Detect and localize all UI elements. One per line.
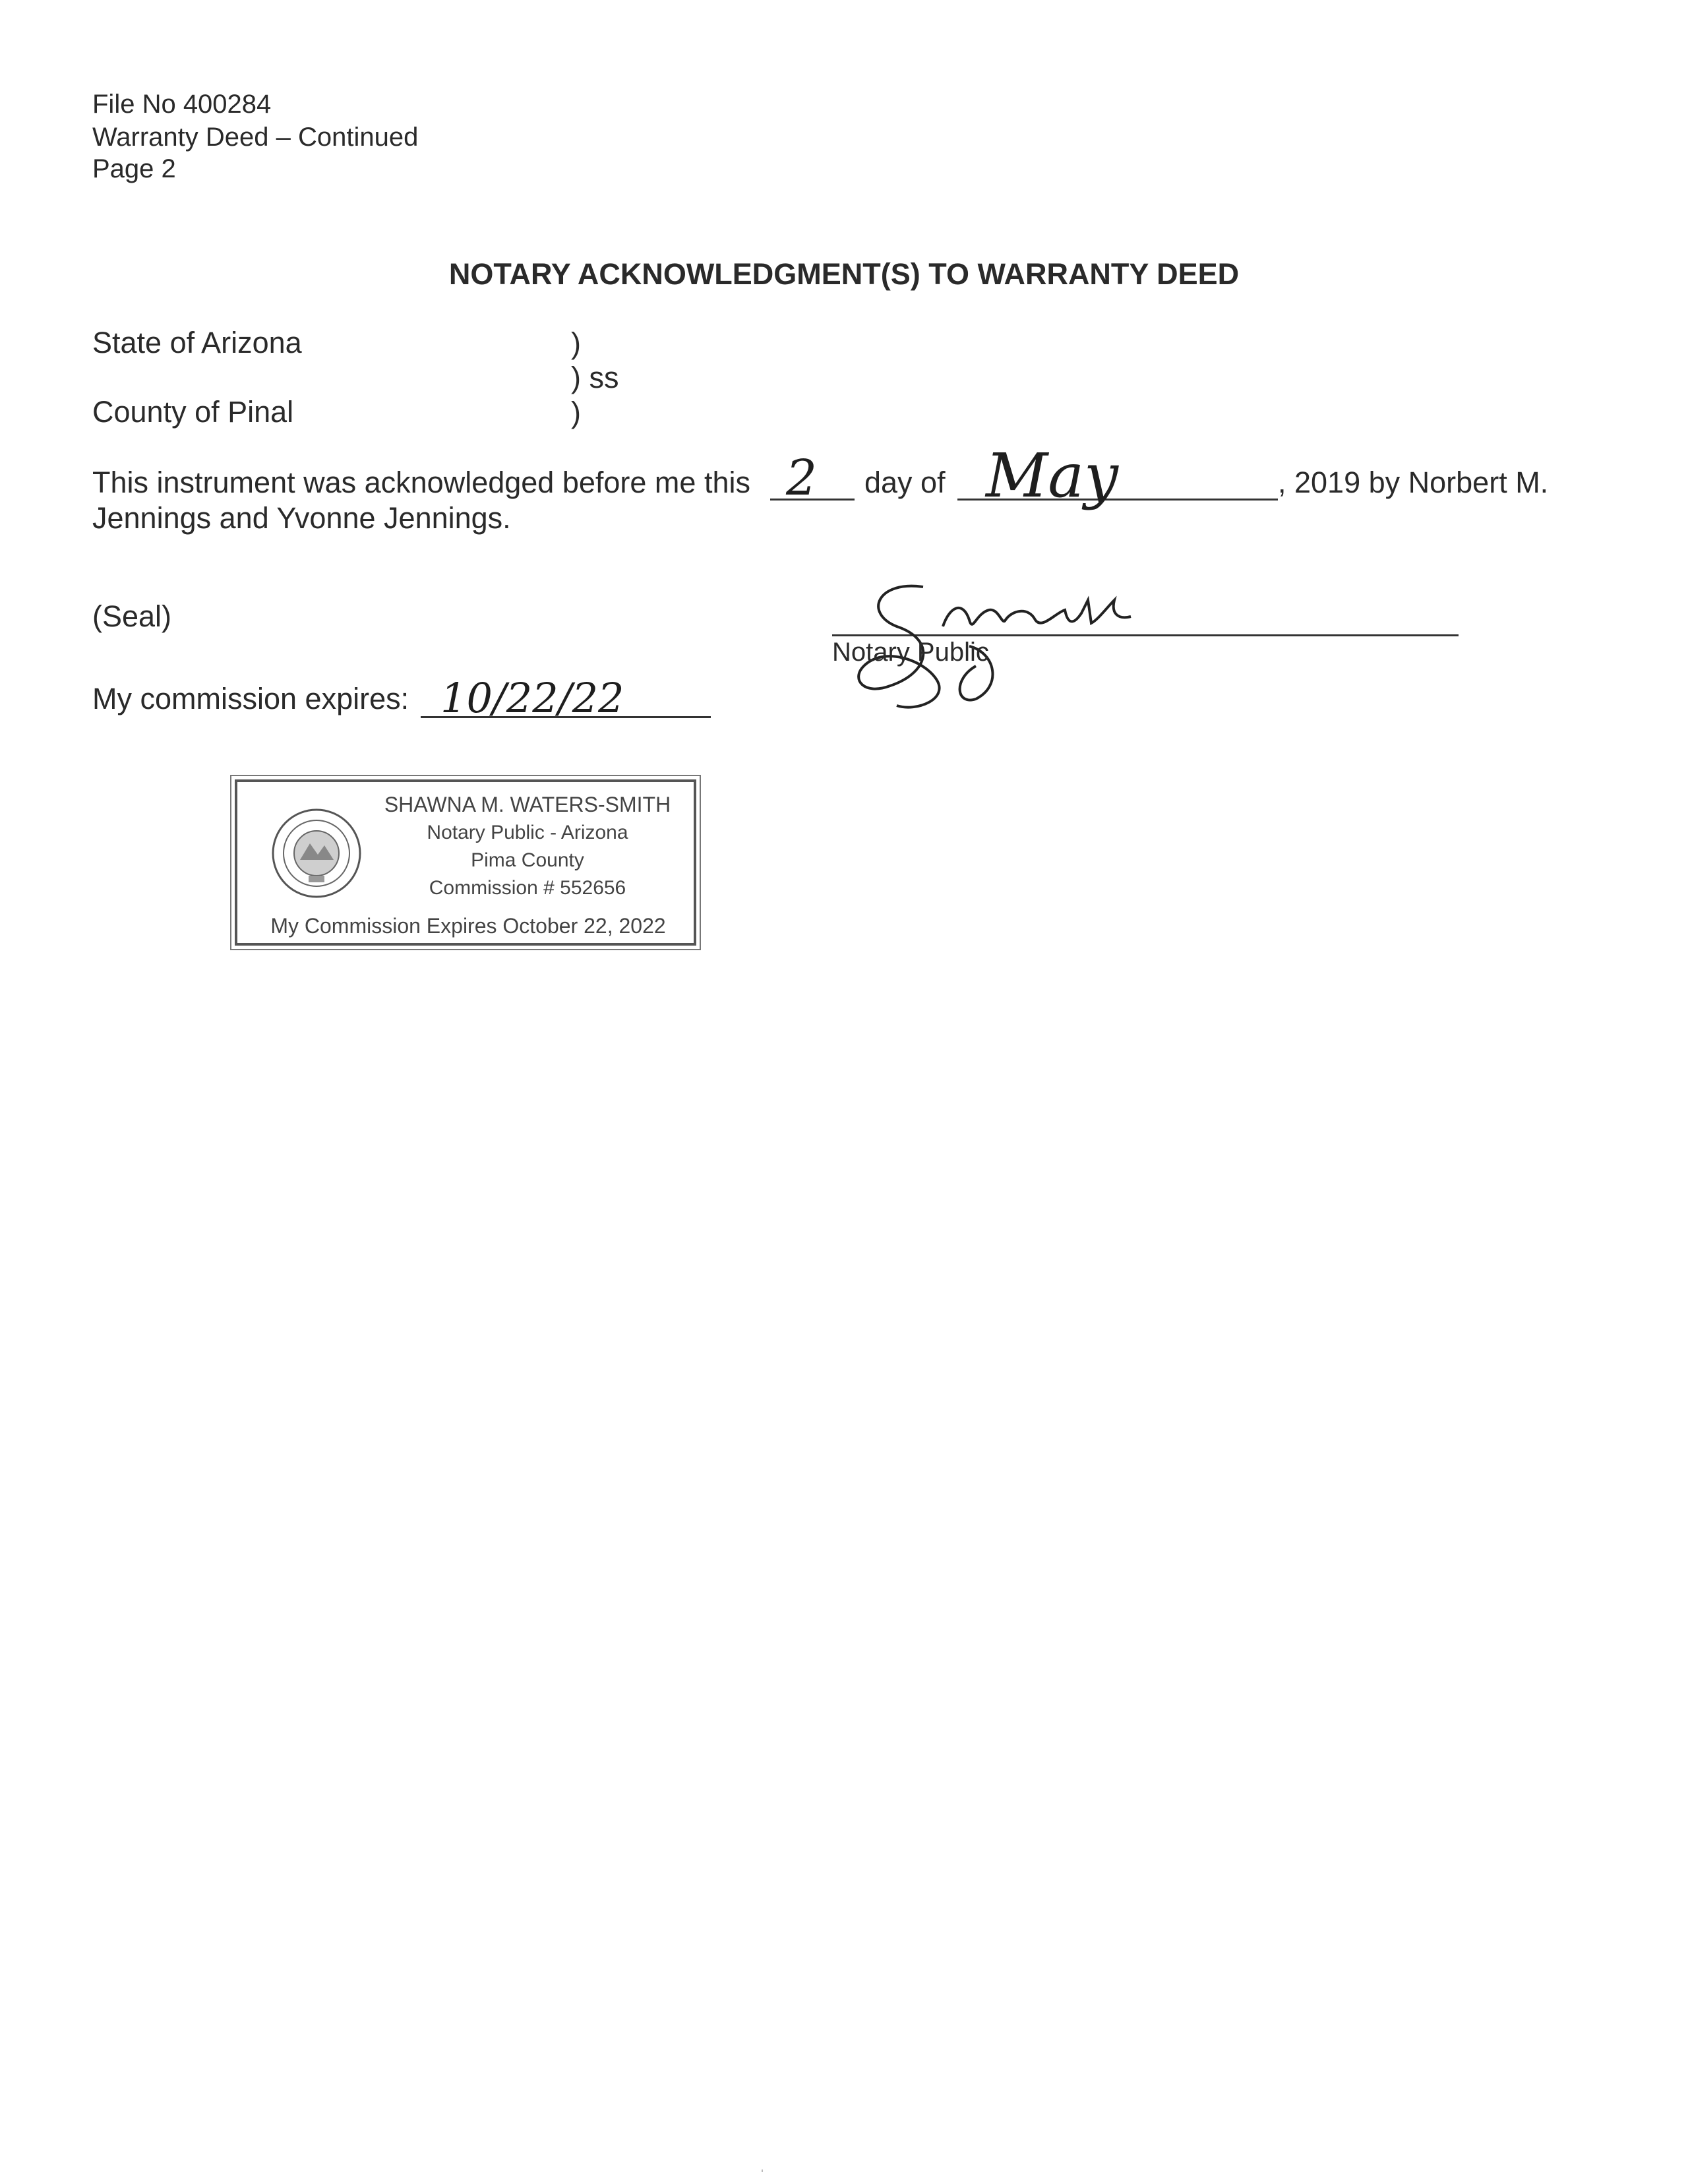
ack-text-year-names: , 2019 by Norbert M. — [1278, 466, 1549, 499]
page-number: Page 2 — [92, 154, 176, 183]
file-number: File No 400284 — [92, 90, 272, 119]
seal-label: (Seal) — [92, 599, 172, 633]
stamp-county: Pima County — [471, 849, 584, 871]
stamp-commission-number: Commission # 552656 — [429, 877, 626, 899]
document-title-continued: Warranty Deed – Continued — [92, 123, 419, 152]
signature-label: Notary Public — [832, 638, 989, 667]
stamp-expiration: My Commission Expires October 22, 2022 — [270, 914, 666, 938]
commission-expires-handwritten: 10/22/22 — [440, 674, 624, 722]
page-title: NOTARY ACKNOWLEDGMENT(S) TO WARRANTY DEED — [448, 257, 1240, 291]
venue-paren-top: ) — [571, 326, 581, 360]
stamp-title: Notary Public - Arizona — [427, 822, 628, 843]
ack-text-before-day: This instrument was acknowledged before me this — [92, 466, 750, 499]
venue-ss: ) ss — [571, 361, 619, 394]
ack-text-day-of: day of — [864, 466, 946, 499]
signature-text — [1015, 580, 1126, 623]
venue-county: County of Pinal — [92, 395, 294, 429]
commission-expires-label: My commission expires: — [92, 682, 409, 715]
venue-paren-bottom: ) — [571, 396, 581, 429]
venue-state: State of Arizona — [92, 326, 302, 359]
month-handwritten: May — [986, 440, 1119, 511]
page-speck — [762, 2169, 763, 2172]
state-seal-icon — [270, 807, 363, 899]
stamp-name: SHAWNA M. WATERS-SMITH — [384, 793, 671, 816]
notary-stamp — [235, 779, 696, 946]
day-handwritten: 2 — [786, 450, 818, 506]
ack-text-names: Jennings and Yvonne Jennings. — [92, 501, 511, 535]
